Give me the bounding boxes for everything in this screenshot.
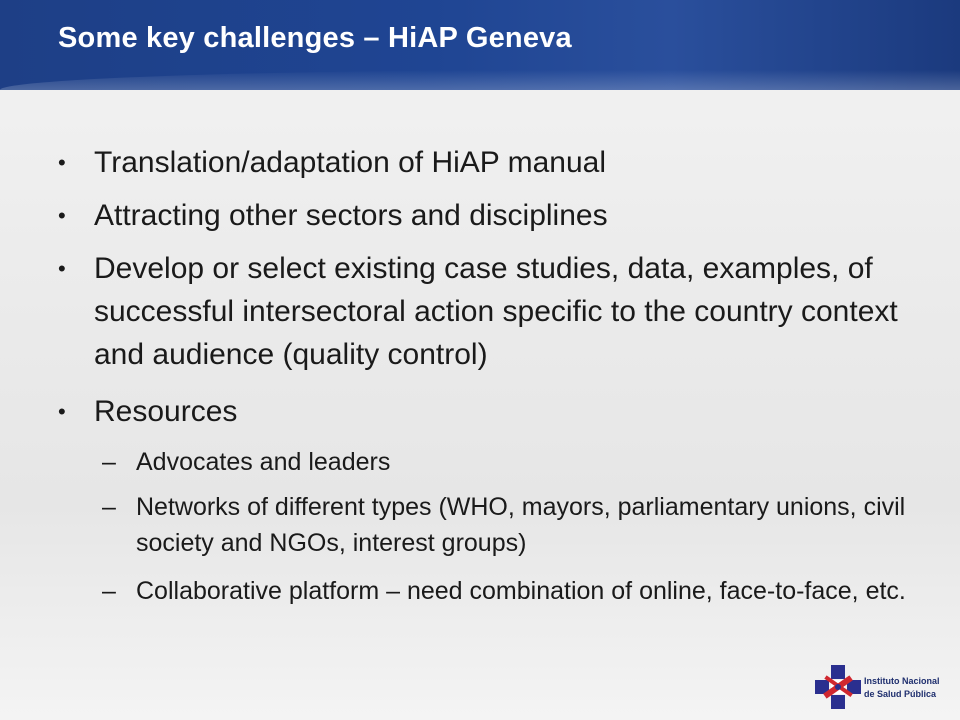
bullet-item (58, 247, 914, 376)
logo-line-2: de Salud Pública (864, 689, 937, 699)
sub-bullet-item (102, 489, 906, 561)
sub-bullet-text: Advocates and leaders (136, 448, 391, 476)
bullet-marker: • (58, 256, 66, 281)
logo-line-1: Instituto Nacional (864, 676, 940, 686)
sub-bullet-marker: – (102, 493, 116, 521)
bullet-marker: • (58, 203, 66, 228)
sub-bullet-item (102, 573, 906, 609)
bullet-marker: • (58, 150, 66, 175)
sub-bullet-text: Collaborative platform – need combination of online, face-to-face, etc. (136, 577, 906, 605)
sub-bullet-text: Networks of different types (WHO, mayors, parliamentary unions, civil society and NGOs, interest groups) (136, 493, 906, 557)
bullet-text: Attracting other sectors and disciplines (94, 199, 608, 232)
bullet-item (58, 141, 914, 184)
logo-caption (864, 675, 956, 701)
institute-cross-logo-icon (814, 664, 862, 710)
slide-title: Some key challenges – HiAP Geneva (58, 22, 572, 54)
bullet-text: Develop or select existing case studies, data, examples, of successful intersectoral action specific to the country context and audience (quality control) (94, 252, 898, 371)
bullet-item (58, 390, 914, 433)
title-bar (0, 0, 960, 90)
bullet-item (58, 194, 914, 237)
sub-bullet-item (102, 444, 906, 480)
bullet-marker: • (58, 399, 66, 424)
bullet-text: Translation/adaptation of HiAP manual (94, 146, 606, 179)
sub-bullet-marker: – (102, 577, 116, 605)
sub-bullet-marker: – (102, 448, 116, 476)
bullet-text: Resources (94, 395, 238, 428)
